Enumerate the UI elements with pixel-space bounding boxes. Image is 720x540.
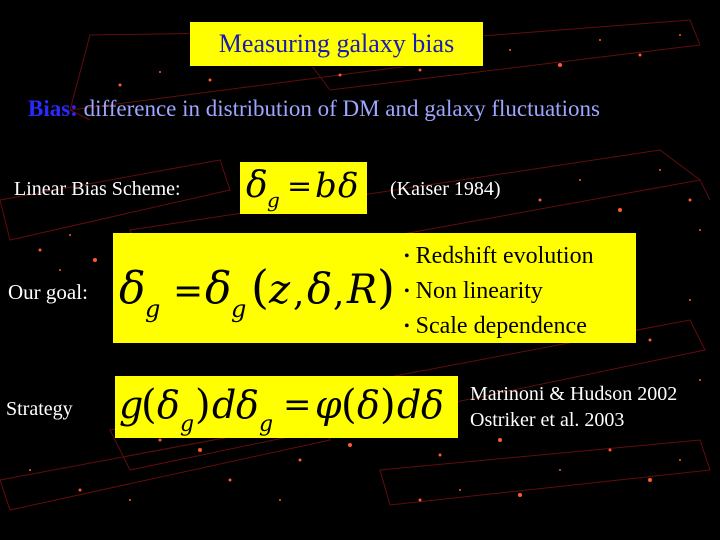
svg-text:): ) xyxy=(195,382,211,428)
linear-bias-equation xyxy=(240,162,367,214)
svg-text:): ) xyxy=(377,260,395,314)
svg-text:(: ( xyxy=(141,382,157,428)
svg-text:δ: δ xyxy=(205,263,232,314)
svg-text:φ: φ xyxy=(315,383,342,427)
svg-text:z: z xyxy=(269,267,291,313)
goal-bullets xyxy=(402,233,636,343)
bias-definition xyxy=(28,96,600,122)
svg-text:δ: δ xyxy=(246,165,268,206)
svg-text:δ: δ xyxy=(157,383,180,427)
svg-text:R: R xyxy=(347,267,378,313)
svg-text:g: g xyxy=(259,412,274,437)
strategy-references xyxy=(470,381,677,433)
svg-text:g: g xyxy=(119,383,144,427)
goal-equation xyxy=(113,233,402,343)
svg-text:δ: δ xyxy=(357,383,380,427)
slide-title: Measuring galaxy bias xyxy=(189,21,484,67)
linear-bias-label: Linear Bias Scheme: xyxy=(14,178,181,200)
goal-label: Our goal: xyxy=(8,280,88,304)
bias-definition-text: difference in distribution of DM and galaxy fluctuations xyxy=(83,96,600,121)
svg-text:(: ( xyxy=(341,382,357,428)
reference-marinoni-hudson: Marinoni & Hudson 2002 xyxy=(470,383,678,405)
reference-ostriker: Ostriker et al. 2003 xyxy=(470,409,625,431)
strategy-equation xyxy=(115,376,458,438)
svg-text:g: g xyxy=(145,295,161,323)
svg-text:=: = xyxy=(283,385,312,425)
svg-text:=: = xyxy=(173,271,204,312)
svg-text:,: , xyxy=(333,273,345,314)
bias-term: Bias: xyxy=(28,96,78,121)
svg-text:b: b xyxy=(315,166,337,206)
goal-bullet-redshift: • Redshift evolution xyxy=(404,243,594,269)
svg-text:(: ( xyxy=(251,260,269,314)
strategy-label: Strategy xyxy=(6,398,73,420)
goal-bullet-scale: • Scale dependence xyxy=(404,313,587,339)
svg-text:,: , xyxy=(293,273,305,314)
svg-text:): ) xyxy=(380,382,396,428)
svg-text:d: d xyxy=(212,383,237,427)
svg-text:g: g xyxy=(231,295,247,323)
svg-text:g: g xyxy=(180,412,195,437)
svg-text:δ: δ xyxy=(307,264,333,313)
svg-text:d: d xyxy=(397,383,422,427)
svg-text:δ: δ xyxy=(119,263,146,314)
kaiser-citation: (Kaiser 1984) xyxy=(390,178,501,200)
svg-text:δ: δ xyxy=(338,166,359,206)
svg-text:=: = xyxy=(287,169,313,204)
svg-text:δ: δ xyxy=(236,383,259,427)
svg-text:g: g xyxy=(267,188,280,212)
svg-text:δ: δ xyxy=(421,383,444,427)
goal-bullet-nonlinearity: • Non linearity xyxy=(404,278,543,304)
